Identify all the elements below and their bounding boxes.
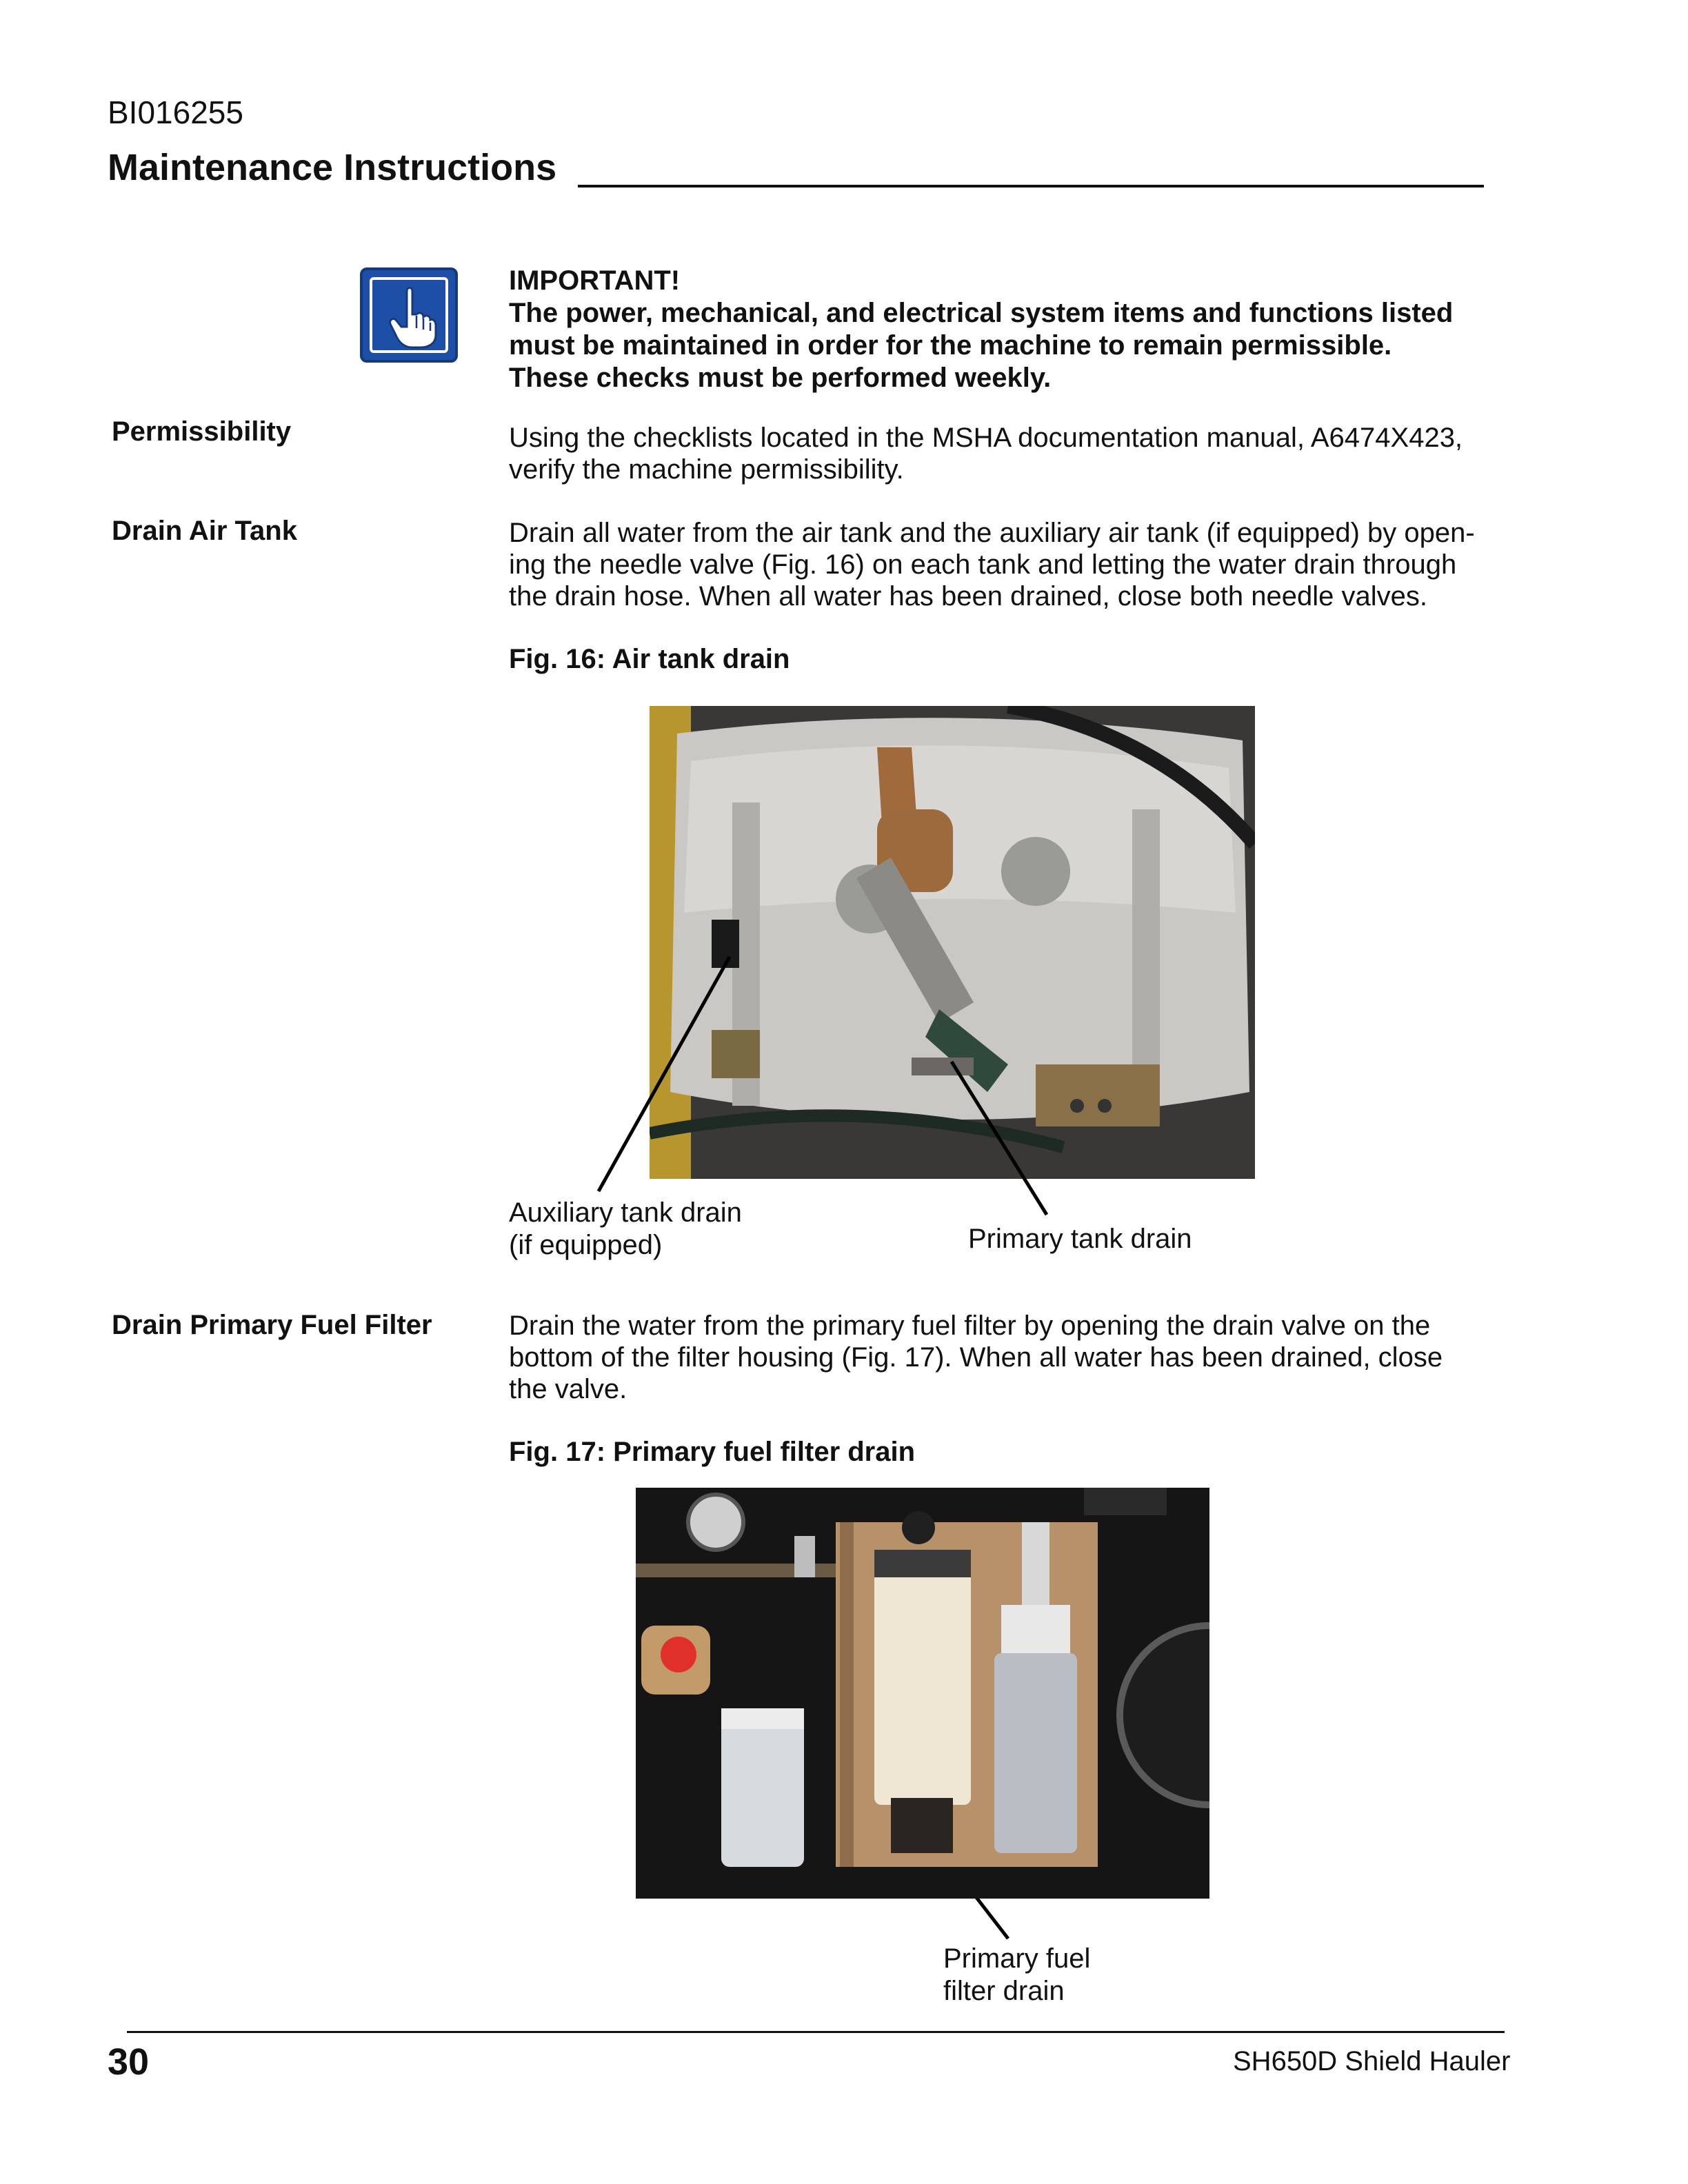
callout-primary-fuel-filter-drain [943, 1943, 1090, 2008]
important-line-1: The power, mechanical, and electrical system items and functions listed [509, 298, 1454, 328]
body-line: the drain hose. When all water has been drained, close both needle valves. [509, 581, 1427, 611]
section-heading-permissibility: Permissibility [112, 416, 292, 447]
callout-line: filter drain [943, 1976, 1065, 2006]
important-heading: IMPORTANT! [509, 265, 681, 296]
callout-line: Primary fuel [943, 1943, 1091, 1974]
section-body-drain-fuel-filter [509, 1310, 1488, 1405]
document-id: BI016255 [108, 94, 243, 130]
body-line: Drain all water from the air tank and the auxiliary air tank (if equipped) by open- [509, 518, 1475, 548]
section-body-drain-air-tank [509, 517, 1488, 612]
figure-16-caption: Fig. 16: Air tank drain [509, 644, 790, 674]
body-line: ing the needle valve (Fig. 16) on each tank and letting the water drain through [509, 549, 1457, 580]
important-line-2: must be maintained in order for the machine to remain permissible. [509, 330, 1392, 361]
body-line: bottom of the filter housing (Fig. 17). When all water has been drained, close [509, 1342, 1443, 1373]
figure-17-caption: Fig. 17: Primary fuel filter drain [509, 1437, 916, 1467]
fuel-filter-drain-photo [636, 1488, 1209, 1899]
footer-product-name: SH650D Shield Hauler [1233, 2046, 1511, 2076]
callout-line: Auxiliary tank drain [509, 1197, 742, 1228]
page-title: Maintenance Instructions [108, 147, 557, 188]
footer-rule [127, 2031, 1505, 2033]
air-tank-drain-photo [650, 706, 1255, 1179]
body-line: the valve. [509, 1374, 627, 1404]
callout-auxiliary-tank-drain [509, 1197, 742, 1262]
pointing-hand-icon [360, 267, 458, 363]
important-notice [509, 265, 1474, 394]
callout-line: (if equipped) [509, 1230, 663, 1260]
section-heading-drain-fuel-filter: Drain Primary Fuel Filter [112, 1310, 432, 1340]
callout-primary-tank-drain: Primary tank drain [968, 1224, 1192, 1254]
section-body-permissibility [509, 422, 1488, 485]
section-heading-drain-air-tank: Drain Air Tank [112, 516, 297, 546]
page-number: 30 [108, 2041, 150, 2083]
title-underline [578, 185, 1484, 188]
body-line: verify the machine permissibility. [509, 454, 904, 485]
important-line-3: These checks must be performed weekly. [509, 363, 1052, 393]
body-line: Using the checklists located in the MSHA documentation manual, A6474X423, [509, 423, 1463, 453]
body-line: Drain the water from the primary fuel filter by opening the drain valve on the [509, 1311, 1431, 1341]
